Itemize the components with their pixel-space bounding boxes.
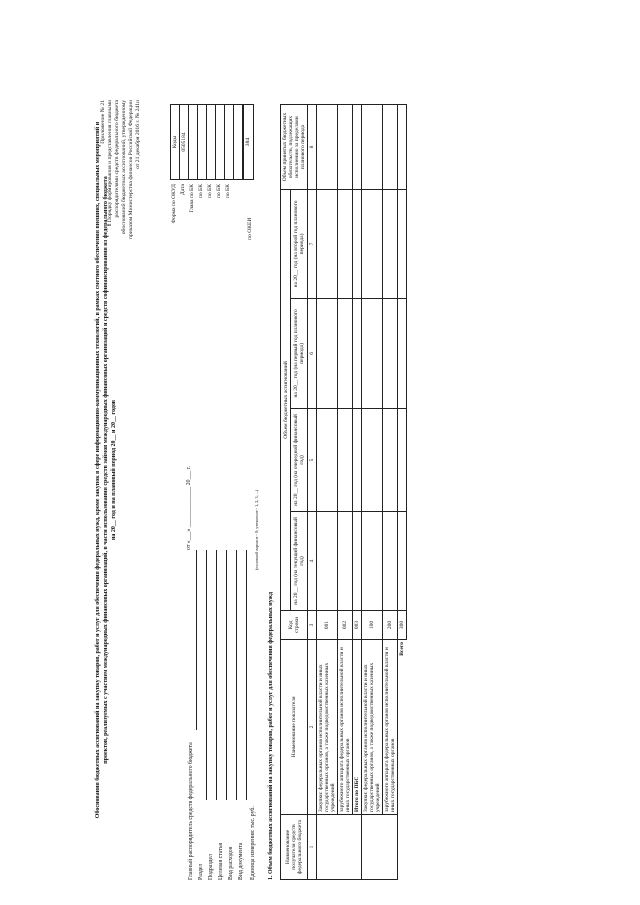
table-row <box>383 105 398 880</box>
column-number: 8 <box>308 105 317 190</box>
code-cell: 300 <box>398 611 407 640</box>
code-cell: 003 <box>353 611 362 640</box>
codes-labels <box>170 184 233 250</box>
table-row <box>338 105 353 880</box>
header-recipient: Наименование получателя средств федерального бюджета <box>281 815 308 880</box>
codes-value <box>224 105 233 179</box>
period-line: на 20__ год и на плановый период 20__ и 20__ годов <box>111 399 118 541</box>
column-number: 7 <box>308 190 317 299</box>
codes-label: Дата <box>180 184 186 196</box>
header-first-plan-year: на 20__ год (на первый год планового периода) <box>291 298 308 408</box>
table-row <box>353 105 362 880</box>
unit-line <box>250 806 256 880</box>
indicator-cell: Закупки: федеральных органов исполнительной власти и иных государственных органов, а также подведомственных казенных учреждений <box>317 640 338 815</box>
indicator-cell: зарубежного аппарата федеральных органов исполнительной власти и иных государственных органов <box>383 640 398 815</box>
field-label: Раздел <box>198 863 204 880</box>
column-number: 1 <box>308 815 317 880</box>
header-next-year: на 20__ год (на очередной финансовый год) <box>291 408 308 511</box>
codes-label: по БК <box>225 184 231 199</box>
field-underline <box>206 550 207 800</box>
indicator-cell: зарубежного аппарата федеральных органов исполнительной власти и иных государственных органов <box>338 640 353 815</box>
codes-label: по БК <box>216 184 222 199</box>
code-cell: 200 <box>383 611 398 640</box>
codes-header: Коды <box>172 135 178 149</box>
column-number: 3 <box>308 611 317 640</box>
field-underline <box>216 550 217 800</box>
recipient-cell <box>362 815 398 880</box>
field-label: Вид расходов <box>228 846 234 880</box>
header-indicator: Наименование показателя <box>281 640 308 815</box>
codes-label: Глава по БК <box>189 184 195 213</box>
codes-label: по БК <box>207 184 213 199</box>
field-underline <box>246 550 247 800</box>
document-title <box>94 120 118 820</box>
unit-value: тыс. руб. <box>250 806 256 829</box>
unit-label: Единица измерения: <box>250 829 256 880</box>
field-label: Вид документа <box>238 842 244 880</box>
codes-label: Форма по ОКУД <box>171 184 177 224</box>
codes-value <box>215 105 224 179</box>
column-number-row <box>308 105 317 880</box>
field-underline <box>196 550 197 730</box>
budget-table <box>280 104 407 880</box>
column-number: 4 <box>308 511 317 610</box>
codes-value <box>197 105 206 179</box>
header-code: Код строки <box>281 611 308 640</box>
field-label: Целевая статья <box>218 842 224 880</box>
code-cell: 100 <box>362 611 383 640</box>
column-number: 6 <box>308 298 317 408</box>
header-group: Объем бюджетных ассигнований <box>281 190 291 611</box>
date-line: от «___» ______________ 20___ г. <box>186 466 192 550</box>
okei-label: по ОКЕИ <box>247 217 253 240</box>
document-title-text: Обоснования бюджетных ассигнований на закупку товаров, работ и услуг для обеспечения федеральных нужд, кроме закупок в сфере информационно-коммуникационных технологий, в рамках сметного обеспечения внешних, специальных мероприятий и проектов, реализуемых с участием международных финансовых организаций, в части использования средств займов международных финансовых организаций и средств софинансирования из федерального бюджета <box>95 121 110 819</box>
field-label: Подраздел <box>208 854 214 880</box>
header-current-year: на 20__ год (на текущий финансовый год) <box>291 511 308 610</box>
table-row <box>398 105 407 880</box>
field-label: Главный распорядитель средств федерального бюджета <box>188 742 194 880</box>
codes-value <box>206 105 215 179</box>
header-second-plan-year: на 20__ год (на второй год планового периода) <box>291 190 308 299</box>
indicator-cell: Закупки: федеральных органов исполнительной власти и иных государственных органов, а также подведомственных казенных учреждений <box>362 640 383 815</box>
doc-type-note: (основной вариант - 0; уточнение - 1, 2, 3, ...) <box>254 489 259 570</box>
codes-value-okud: 0505184 <box>179 105 188 179</box>
indicator-cell: Итого по ПБС <box>353 640 362 815</box>
column-number: 5 <box>308 408 317 511</box>
appendix-title: Приложение № 21 <box>100 100 106 144</box>
recipient-cell <box>317 815 362 880</box>
header-obligations: Объем принятых бюджетных обязательств, подлежащих исполнению за пределами планового периода <box>281 105 308 190</box>
column-number: 2 <box>308 640 317 815</box>
rotated-form-sheet <box>90 80 570 880</box>
codes-label: по БК <box>198 184 204 199</box>
okei-value: 384 <box>243 104 254 180</box>
codes-box <box>170 104 243 180</box>
code-cell: 002 <box>338 611 353 640</box>
total-label: Всего <box>399 642 406 656</box>
codes-value <box>188 105 197 179</box>
field-underline <box>226 550 227 800</box>
code-cell: 001 <box>317 611 338 640</box>
section-title: 1. Объем бюджетных ассигнований на закупку товаров, работ и услуг для обеспечения федеральных нужд <box>268 591 274 880</box>
codes-value <box>233 105 242 179</box>
table-row <box>362 105 383 880</box>
table-header-row <box>281 105 291 880</box>
table-row <box>317 105 338 880</box>
field-underline <box>236 550 237 800</box>
appendix-text: к Порядку формирования и представления главными распорядителями средств федерального бюджета обоснований бюджетных ассигнований, утвержденному приказом Министерства финансов Российской Федерации от 21 декабря 2016 г. № 241н <box>106 100 141 240</box>
